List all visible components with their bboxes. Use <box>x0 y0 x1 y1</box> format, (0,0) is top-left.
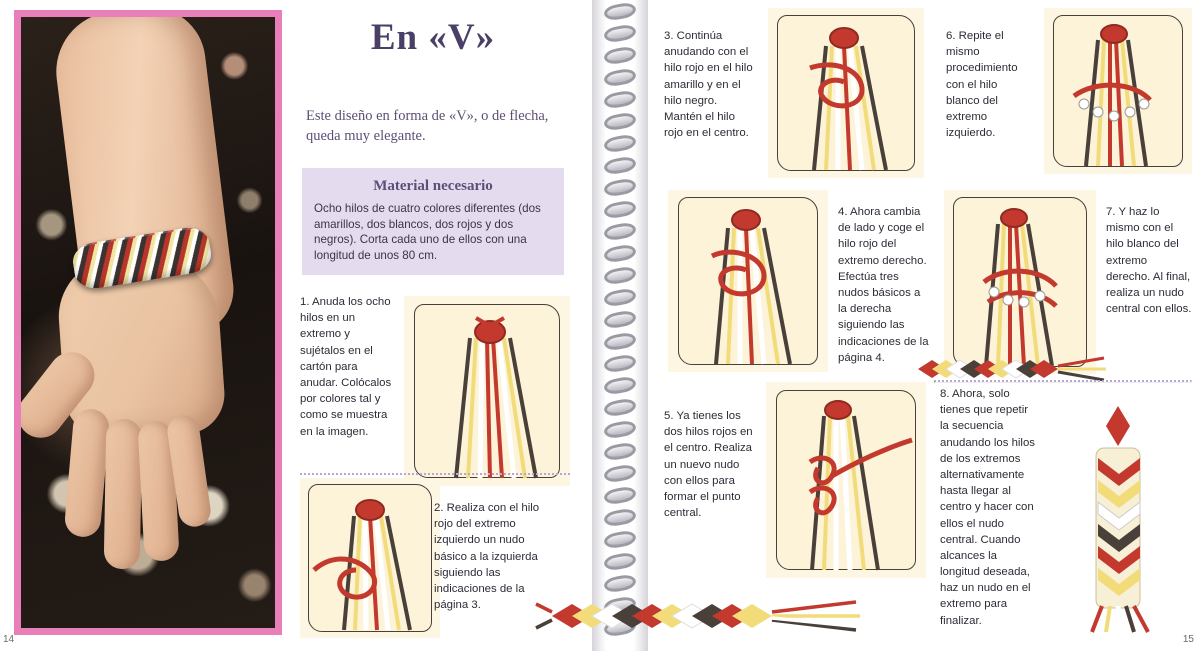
step-6-illustration <box>1044 8 1192 174</box>
step-4-illustration <box>668 190 828 372</box>
threads-diagram-1 <box>404 296 570 486</box>
bracelet-strip-right <box>918 356 1108 382</box>
page-title: En «V» <box>370 17 496 58</box>
materials-heading: Material necesario <box>373 178 493 195</box>
step-2-text: 2. Realiza con el hilo rojo del extremo izquierdo un nudo básico a la izquierda siguiendo las indicaciones de la página 3. <box>434 502 540 612</box>
left-page <box>0 0 592 651</box>
finished-bracelet-illustration <box>1044 396 1194 634</box>
step-7-illustration <box>944 190 1096 374</box>
step-8-text: 8. Ahora, solo tienes que repetir la secuencia anudando los hilos de los extremos alternativamente hasta llegar al centro y hacer con ellos el nudo central. Cuando alcances la longitud deseada, haz un nudo en el extremo para finalizar. <box>940 388 1035 627</box>
step-1-text: 1. Anuda los ocho hilos en un extremo y sujétalos en el cartón para anudar. Colócalos por colores tal y como se muestra en la imagen. <box>300 296 392 438</box>
bracelet-strip-bottom <box>534 596 864 636</box>
finger-index <box>63 408 110 539</box>
step-3-text: 3. Continúa anudando con el hilo rojo en el hilo amarillo y en el hilo negro. Mantén el hilo rojo en el centro. <box>664 30 753 140</box>
page-number-right: 15 <box>1182 634 1194 645</box>
hand-photo <box>21 17 275 628</box>
binding-shadow-left <box>592 0 606 651</box>
divider-right <box>934 380 1192 383</box>
page-subtitle: Este diseño en forma de «V», o de flecha, queda muy elegante. <box>306 108 549 144</box>
step-1-illustration <box>404 296 570 486</box>
materials-text: Ocho hilos de cuatro colores diferentes (dos amarillos, dos blancos, dos rojos y dos negros). Corta cada uno de ellos con una longitud de unos 80 cm. <box>314 202 541 262</box>
threads-diagram-2 <box>300 478 440 638</box>
step-5-text: 5. Ya tienes los dos hilos rojos en el centro. Realiza un nuevo nudo con ellos para formar el punto central. <box>664 410 753 520</box>
step-6-text: 6. Repite el mismo procedimiento con el hilo blanco del extremo izquierdo. <box>946 30 1018 140</box>
binding-shadow-right <box>634 0 648 651</box>
step-3-illustration <box>768 8 924 178</box>
step-5-illustration <box>766 382 926 578</box>
right-page <box>648 0 1200 651</box>
page-number-left: 14 <box>3 634 15 645</box>
finger-middle <box>104 419 143 570</box>
divider-left <box>300 473 570 475</box>
materials-box <box>302 168 564 275</box>
step-2-illustration <box>300 478 440 638</box>
step-7-text: 7. Y haz lo mismo con el hilo blanco del extremo derecho. Al final, realiza un nudo central con ellos. <box>1106 206 1192 316</box>
step-4-text: 4. Ahora cambia de lado y coge el hilo rojo del extremo derecho. Efectúa tres nudos básicos a la derecha siguiendo las indicaciones de la página 4. <box>838 206 929 364</box>
spiral-binding <box>592 0 648 651</box>
photo-frame <box>14 10 282 635</box>
